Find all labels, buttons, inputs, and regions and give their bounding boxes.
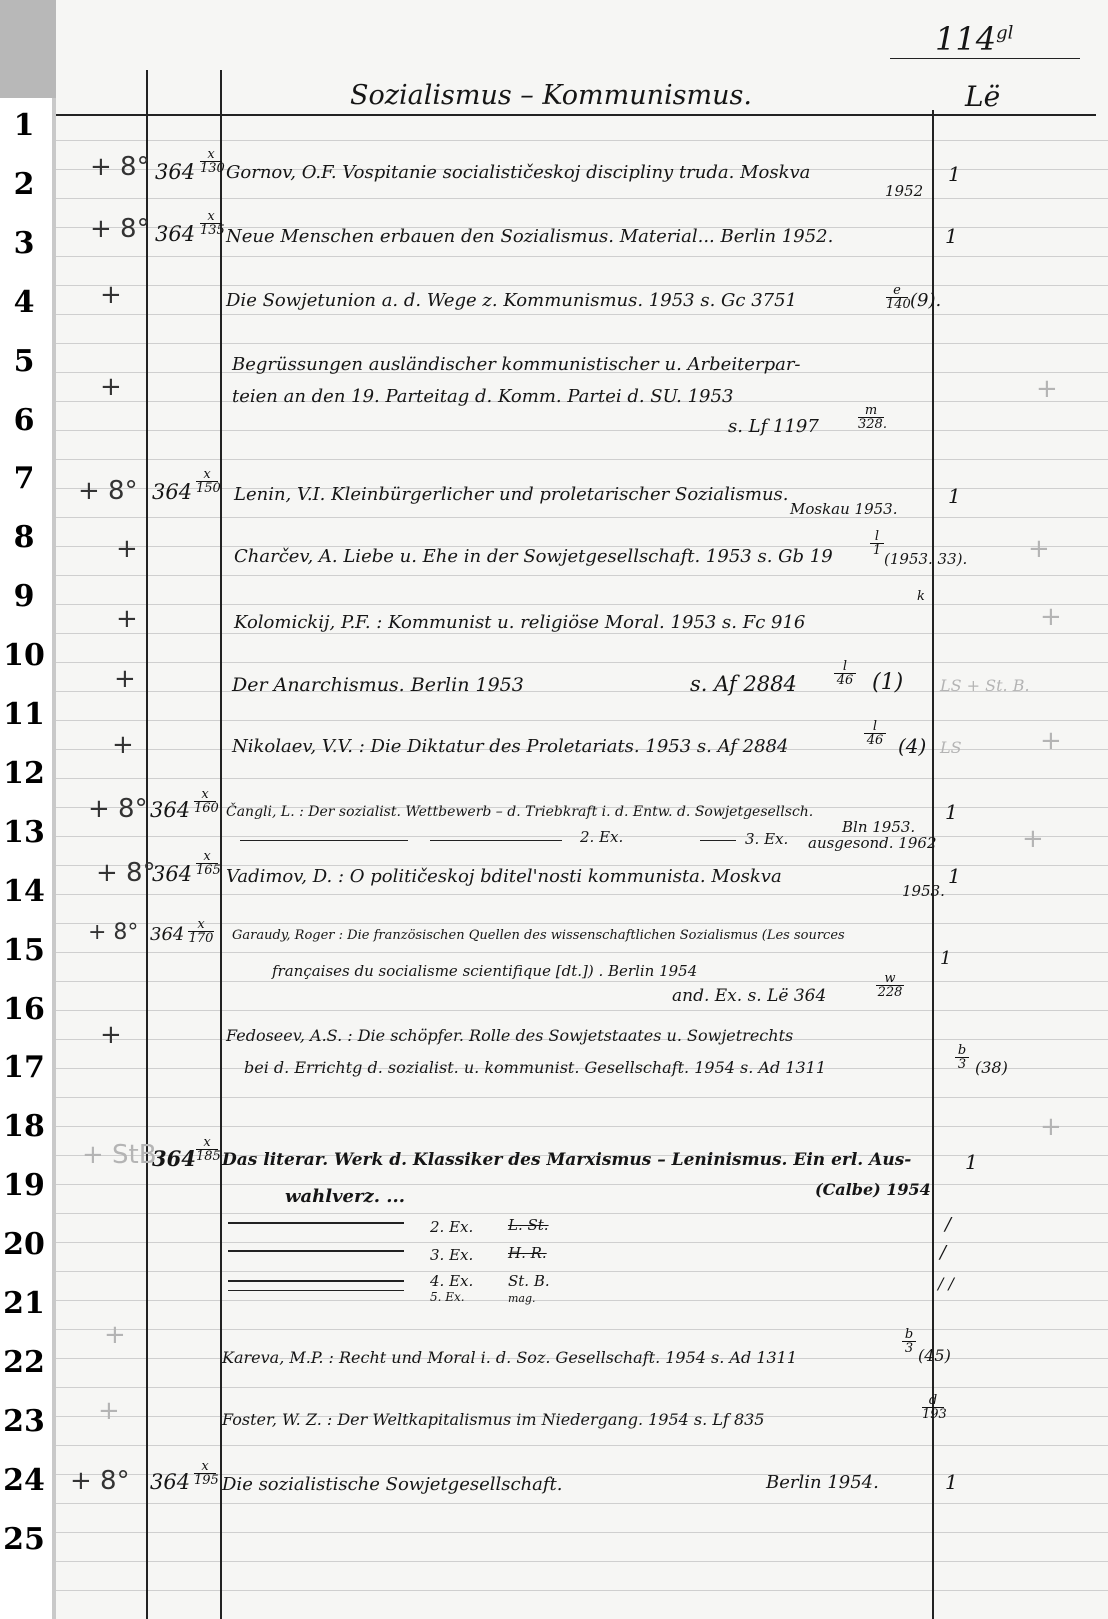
- margin-cross: +: [1036, 374, 1058, 404]
- entry-ref: s. Lf 1197: [728, 416, 819, 437]
- copy-label: 4. Ex.: [430, 1272, 474, 1290]
- margin-note: LS: [940, 738, 962, 757]
- ruled-line: [56, 517, 1108, 518]
- shelf-number: 364: [150, 1470, 191, 1494]
- ruled-line: [56, 981, 1108, 982]
- entry-year: 1953.: [902, 882, 945, 900]
- discard-note: ausgesond. 1962: [808, 834, 937, 852]
- format-mark: + 8°: [78, 476, 138, 506]
- ditto-line: [228, 1290, 404, 1291]
- entry-text: Garaudy, Roger : Die französischen Quellen des wissenschaftlichen Sozialismus (Les sources: [232, 928, 845, 943]
- page-title: Sozialismus – Kommunismus.: [350, 80, 752, 111]
- copy-location: L. St.: [508, 1216, 549, 1234]
- column-line-left: [146, 70, 148, 1619]
- entry-text: Das literar. Werk d. Klassiker des Marxismus – Leninismus. Ein erl. Aus-: [222, 1150, 912, 1170]
- format-mark: +: [112, 730, 134, 760]
- ruled-line: [56, 1532, 1108, 1533]
- row-number: 3: [13, 225, 35, 261]
- ditto-line: [228, 1250, 404, 1252]
- copy-count: 1: [940, 948, 952, 969]
- ref-tail: (1953. 33).: [884, 550, 968, 568]
- row-number: 6: [13, 402, 35, 438]
- ruled-line: [56, 1445, 1108, 1446]
- row-number: 5: [13, 343, 35, 379]
- shelf-number: 364: [155, 160, 196, 184]
- ruled-line: [56, 198, 1108, 199]
- format-mark: +: [116, 534, 138, 564]
- entry-text: Die Sowjetunion a. d. Wege z. Kommunismus. 1953 s. Gc 3751: [226, 290, 798, 311]
- format-mark: + StB: [82, 1140, 157, 1170]
- header-rule: [56, 114, 1096, 116]
- row-number: 10: [3, 638, 45, 674]
- row-number: 22: [3, 1344, 45, 1380]
- shelf-number: 364: [150, 798, 191, 822]
- row-number: 7: [13, 461, 35, 497]
- ditto-line: [700, 840, 736, 841]
- entry-text: Foster, W. Z. : Der Weltkapitalismus im Niedergang. 1954 s. Lf 835: [222, 1410, 765, 1429]
- entry-year: Moskau 1953.: [790, 500, 898, 518]
- format-mark: +: [100, 280, 122, 310]
- ruled-line: [56, 1561, 1108, 1562]
- ruled-line: [56, 894, 1108, 895]
- row-number: 25: [3, 1521, 45, 1557]
- row-number: 11: [3, 697, 45, 732]
- entry-text: Gornov, O.F. Vospitanie socialističeskoj discipliny truda. Moskva: [226, 162, 811, 183]
- shelf-fraction: $\frac{x}{160}$: [194, 787, 219, 816]
- format-mark: +: [116, 604, 138, 634]
- ruled-line: [56, 1590, 1108, 1591]
- ref-fraction: k: [917, 589, 925, 604]
- margin-cross: +: [1028, 534, 1050, 564]
- ref-tail: (38): [975, 1058, 1008, 1077]
- shelf-fraction: $\frac{x}{150}$: [196, 467, 221, 496]
- entry-text: Kolomickij, P.F. : Kommunist u. religiöse Moral. 1953 s. Fc 916: [234, 612, 806, 633]
- margin-cross: +: [1022, 824, 1044, 854]
- ditto-line: [228, 1222, 404, 1224]
- shelf-number: 364: [152, 862, 193, 886]
- copy-count: 1: [945, 800, 958, 824]
- entry-text: Vadimov, D. : O političeskoj bditel'nosti kommunista. Moskva: [226, 866, 782, 887]
- entry-text: Die sozialistische Sowjetgesellschaft.: [222, 1474, 563, 1495]
- copy-3: 3. Ex.: [745, 830, 789, 848]
- scan-corner: [0, 0, 56, 98]
- entry-text: Begrüssungen ausländischer kommunistischer u. Arbeiterpar-: [232, 354, 801, 375]
- ref-fraction: $\frac{b}{3}$: [902, 1328, 916, 1355]
- copy-count: 1: [948, 162, 961, 186]
- ruled-line: [56, 1010, 1108, 1011]
- row-number: 9: [13, 579, 35, 615]
- copy-count: 1: [948, 864, 961, 888]
- shelf-fraction: $\frac{x}{185}$: [196, 1135, 221, 1164]
- copy-count: 1: [948, 484, 961, 508]
- ditto-line: [240, 840, 408, 841]
- format-mark: + 8°: [70, 1466, 130, 1496]
- ref-tail: (45): [918, 1346, 951, 1365]
- shelf-fraction: $\frac{x}{195}$: [194, 1459, 219, 1488]
- entry-text: Nikolaev, V.V. : Die Diktatur des Proletariats. 1953 s. Af 2884: [232, 736, 789, 757]
- ruled-line: [56, 720, 1108, 721]
- row-number: 1: [13, 108, 35, 143]
- copy-label: 3. Ex.: [430, 1246, 474, 1264]
- entry-year: (Calbe) 1954: [815, 1180, 931, 1199]
- entry-year: 1952: [885, 182, 924, 200]
- ref-tail: (4): [898, 734, 927, 758]
- ref-fraction: $\frac{b}{3}$: [955, 1044, 969, 1071]
- shelf-fraction: $\frac{x}{130}$: [200, 147, 225, 176]
- ref-tail: (9).: [910, 290, 942, 311]
- row-number-gutter: [0, 98, 56, 1619]
- format-mark: +: [98, 1396, 120, 1426]
- format-mark: +: [100, 1020, 122, 1050]
- row-number: 15: [3, 932, 45, 968]
- copy-count: 1: [945, 1470, 958, 1494]
- margin-cross: +: [1040, 1112, 1062, 1142]
- copy-2: 2. Ex.: [580, 828, 624, 846]
- copy-count: 1: [945, 224, 958, 248]
- copy-location: H. R.: [508, 1244, 547, 1262]
- format-mark: +: [114, 664, 136, 694]
- ruled-line: [56, 459, 1108, 460]
- shelf-fraction: $\frac{x}{170}$: [188, 917, 214, 946]
- row-number: 13: [3, 814, 45, 850]
- format-mark: +: [104, 1320, 126, 1350]
- ruled-line: [56, 1300, 1108, 1301]
- ditto-line: [228, 1280, 404, 1282]
- ruled-line: [56, 1387, 1108, 1388]
- row-number: 12: [3, 755, 45, 791]
- ruled-line: [56, 1271, 1108, 1272]
- row-number: 23: [3, 1403, 45, 1439]
- entry-year: Bln 1953.: [842, 818, 916, 836]
- shelf-number: 364: [152, 1146, 196, 1171]
- ruled-line: [56, 285, 1108, 286]
- entry-text: Lenin, V.I. Kleinbürgerlicher und proletarischer Sozialismus.: [234, 484, 789, 505]
- ruled-line: [56, 140, 1108, 141]
- shelf-number: 364: [150, 924, 185, 945]
- ruled-line: [56, 575, 1108, 576]
- shelf-number: 364: [155, 222, 196, 246]
- entry-text: Charčev, A. Liebe u. Ehe in der Sowjetgesellschaft. 1953 s. Gb 19: [234, 546, 833, 567]
- copy-count: 1: [965, 1150, 978, 1174]
- ruled-line: [56, 343, 1108, 344]
- page-number: $114^{gl}$: [935, 20, 1014, 58]
- entry-text-line2: françaises du socialisme scientifique [dt.]) . Berlin 1954: [272, 962, 698, 980]
- row-number: 24: [3, 1462, 45, 1498]
- entry-text: Neue Menschen erbauen den Sozialismus. Material... Berlin 1952.: [226, 226, 834, 247]
- margin-cross: +: [1040, 602, 1062, 632]
- row-number: 2: [13, 166, 35, 202]
- copy-label: 5. Ex.: [430, 1290, 465, 1304]
- shelf-fraction: $\frac{x}{135}$: [200, 209, 225, 238]
- format-mark: + 8°: [90, 152, 150, 182]
- page-number-rule: [890, 58, 1080, 59]
- row-number: 4: [13, 284, 35, 320]
- entry-text-line2: teien an den 19. Parteitag d. Komm. Partei d. SU. 1953: [232, 386, 734, 407]
- entry-year: Berlin 1954.: [766, 1472, 879, 1493]
- entry-text: Čangli, L. : Der sozialist. Wettbewerb – d. Triebkraft i. d. Entw. d. Sowjetgesellsch.: [226, 804, 814, 820]
- row-number: 18: [3, 1109, 45, 1145]
- ruled-line: [56, 662, 1108, 663]
- ruled-line: [56, 778, 1108, 779]
- ruled-line: [56, 430, 1108, 431]
- copy-tick: /: [940, 1242, 947, 1263]
- ref-fraction: $\frac{m}{328.}$: [858, 403, 887, 432]
- copy-label: 2. Ex.: [430, 1218, 474, 1236]
- row-number: 20: [3, 1227, 45, 1263]
- entry-ref: and. Ex. s. Lë 364: [672, 986, 827, 1006]
- ruled-line: [56, 604, 1108, 605]
- shelf-fraction: $\frac{x}{165}$: [196, 849, 221, 878]
- format-mark: +: [100, 372, 122, 402]
- ruled-line: [56, 1126, 1108, 1127]
- ref-fraction: $\frac{d}{193}$: [922, 1393, 947, 1422]
- ruled-line: [56, 314, 1108, 315]
- ruled-line: [56, 1329, 1108, 1330]
- ruled-line: [56, 1503, 1108, 1504]
- entry-text-line2: wahlverz. ...: [285, 1186, 406, 1207]
- margin-note: LS + St. B.: [940, 676, 1030, 695]
- ruled-line: [56, 633, 1108, 634]
- format-mark: + 8°: [96, 858, 156, 888]
- ruled-line: [56, 1097, 1108, 1098]
- ref-fraction: $\frac{e}{140}$: [886, 283, 911, 312]
- entry-text-line2: bei d. Errichtg d. sozialist. u. kommunist. Gesellschaft. 1954 s. Ad 1311: [244, 1058, 827, 1077]
- ref-fraction: $\frac{l}{46}$: [864, 720, 886, 747]
- row-number: 21: [3, 1286, 45, 1321]
- row-number: 16: [3, 991, 45, 1027]
- entry-text: Der Anarchismus. Berlin 1953: [232, 674, 524, 696]
- ditto-line: [430, 840, 562, 841]
- copy-tick: / /: [938, 1274, 954, 1293]
- copy-location: mag.: [508, 1292, 536, 1305]
- ref-fraction: $\frac{w}{228}$: [877, 971, 903, 1000]
- copy-tick: /: [945, 1214, 952, 1235]
- entry-text: Kareva, M.P. : Recht und Moral i. d. Soz. Gesellschaft. 1954 s. Ad 1311: [222, 1348, 798, 1367]
- row-number: 19: [3, 1168, 45, 1204]
- format-mark: + 8°: [90, 214, 150, 244]
- row-number: 17: [3, 1050, 45, 1086]
- ruled-line: [56, 256, 1108, 257]
- row-number: 14: [3, 873, 45, 909]
- copy-location: St. B.: [508, 1272, 550, 1290]
- ref-tail: (1): [872, 670, 904, 695]
- shelf-number: 364: [152, 480, 193, 504]
- column-line-signature: [220, 70, 222, 1619]
- ruled-line: [56, 1242, 1108, 1243]
- corner-code: Lë: [965, 80, 1001, 113]
- row-number: 8: [13, 520, 35, 556]
- entry-ref: s. Af 2884: [690, 672, 797, 696]
- ref-fraction: $\frac{l}{1}$: [870, 530, 884, 557]
- ruled-line: [56, 1184, 1108, 1185]
- entry-text: Fedoseev, A.S. : Die schöpfer. Rolle des Sowjetstaates u. Sowjetrechts: [226, 1026, 794, 1045]
- format-mark: + 8°: [88, 794, 148, 824]
- ref-fraction: $\frac{l}{46}$: [834, 660, 856, 687]
- format-mark: + 8°: [88, 920, 139, 945]
- margin-cross: +: [1040, 726, 1062, 756]
